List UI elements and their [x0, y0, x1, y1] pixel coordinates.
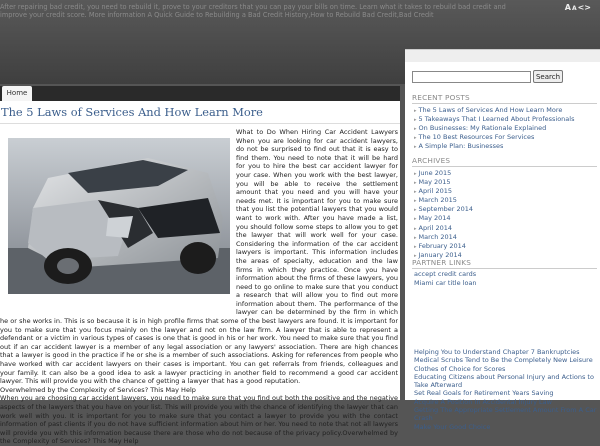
extra-link[interactable]: Make Your Good Choice	[414, 422, 491, 431]
font-increase-icon[interactable]: A	[564, 3, 571, 12]
archive-link[interactable]: ▸ May 2014	[414, 214, 451, 223]
title-divider	[0, 123, 400, 124]
extra-link[interactable]: Set Real Goals for Retirement Years Saving	[414, 389, 554, 398]
recent-post-link[interactable]: ▸ A Simple Plan: Businesses	[414, 142, 504, 151]
post-paragraph: When you are choosing car accident lawyers, you need to make sure that you find out both the positive and the negative aspects of the lawyers that you have on your list. This will provide you with the chance of identifying the lawyer that can work well with you. It is important for you to make sure that you contact a lawyer to provide you with the contact information of past clients if you do not have sufficient information about him or her. You need to note that not all lawyers will provide you with this information because there are those who do not because of the privacy policy.Overwhelmed by the Complexity of Services? This May Help	[0, 394, 398, 446]
recent-post-link[interactable]: ▸ 5 Takeaways That I Learned About Professionals	[414, 115, 575, 124]
recent-post-link[interactable]: ▸ The 10 Best Resources For Services	[414, 133, 535, 142]
archive-link[interactable]: ▸ March 2014	[414, 232, 457, 241]
archive-link[interactable]: ▸ May 2015	[414, 178, 451, 187]
partner-links-title: PARTNER LINKS	[412, 258, 597, 269]
archive-link[interactable]: ▸ January 2014	[414, 250, 462, 259]
recent-posts-list	[414, 106, 599, 151]
font-size-controls	[564, 3, 591, 12]
post-subheading: Overwhelmed by the Complexity of Services? This May Help	[0, 385, 196, 394]
extra-link[interactable]: Helping You to Understand Chapter 7 Bankruptcies	[414, 348, 580, 356]
extra-link[interactable]: Getting The Appropriate Settlement Amount From A Car Crash	[414, 406, 597, 423]
archives-list	[414, 169, 599, 260]
recent-post-link[interactable]: ▸ The 5 Laws of Services And How Learn More	[414, 106, 563, 114]
partner-links-list	[414, 270, 599, 288]
partner-link[interactable]: Miami car title loan	[414, 278, 477, 287]
archive-link[interactable]: ▸ April 2015	[414, 187, 452, 196]
recent-posts-title: RECENT POSTS	[412, 93, 597, 104]
archive-link[interactable]: ▸ September 2014	[414, 205, 474, 214]
search-button[interactable]: Search	[533, 70, 563, 83]
archive-link[interactable]: ▸ April 2014	[414, 223, 452, 232]
extra-link[interactable]: Educating Citizens about Personal Injury and Actions to Take Afterward	[414, 372, 594, 390]
font-decrease-icon[interactable]: A	[571, 5, 577, 12]
post-title[interactable]: The 5 Laws of Services And How Learn More	[1, 105, 263, 119]
recent-post-link[interactable]: ▸ On Businesses: My Rationale Explained	[414, 124, 547, 133]
archives-title: ARCHIVES	[412, 156, 597, 167]
extra-link[interactable]: Acquire A Position In Accidental Injury Law	[414, 397, 552, 406]
partner-link[interactable]: accept credit cards	[414, 270, 477, 278]
nav-home-tab[interactable]: Home	[2, 86, 32, 101]
crashed-car-image	[8, 138, 230, 294]
sidebar	[405, 49, 600, 431]
nav-bar	[0, 86, 400, 101]
archive-link[interactable]: ▸ June 2015	[414, 169, 452, 177]
search-input[interactable]	[412, 71, 531, 83]
main-content	[0, 101, 400, 446]
post-paragraph: What to Do When Hiring Car Accident Lawyers When you are looking for car accident lawyers, do not be surprised to find out that it is easy to find them. You need to note that it will be hard for you to hire the best car accident lawyer for your case. When you work with the best lawyer, you will be able to receive the settlement amount that you need and you will have your needs met. It is important for you to make sure that you list the potential lawyers that you would want to work with. After you have made a list, you should follow some steps to allow you to get the lawyer that will work well for your case. Considering the information of the car accident lawyers is important. This information includes the areas of specialty, education and the law firms in which they practice. Once you have information about the firms of these lawyers, you need to go online to make sure that you conduct a research that will allow you to find out more information about them. The performance of the lawyer can be determined by the firm in which he or she works in. This is so because it is in high profile firms that some of the best lawyers are found. It is important for you to make sure that you focus mainly on the lawyer and not on the law firm. A lawyer that is able to represent a defendant or a victim in various types of cases is one that is good in his or her work. You need to make sure that you find out if an car accident lawyer is a member of any legal association or any lawyers' association. There are high chances that a lawyer is good in the practice if he or she is a member of such associations. Asking for references from people who have worked with car accident lawyers on their cases is important. You can get referrals from friends, colleagues and your family. It can also be a good idea to ask a lawyer practicing in another field to recommend a good car accident lawyer. This will provide you with the chance of getting a lawyer that has a good reputation.	[0, 128, 398, 386]
site-description: After repairing bad credit, you need to rebuild it, prove to your creditors that you can pay your bills on time. Learn what it takes to rebuild bad credit and improve your credit score. More information A Quick Guide to Rebuilding a Bad Credit History,How to Rebuild Bad Credit,Bad Credit	[0, 3, 506, 20]
font-reset-icon[interactable]: <>	[577, 3, 591, 12]
extra-links-list	[414, 348, 599, 431]
extra-link[interactable]: Medical Scrubs Tend to Be the Completely New Leisure Clothes of Choice for Scores	[414, 356, 593, 373]
archive-link[interactable]: ▸ February 2014	[414, 241, 466, 250]
archive-link[interactable]: ▸ March 2015	[414, 196, 457, 205]
